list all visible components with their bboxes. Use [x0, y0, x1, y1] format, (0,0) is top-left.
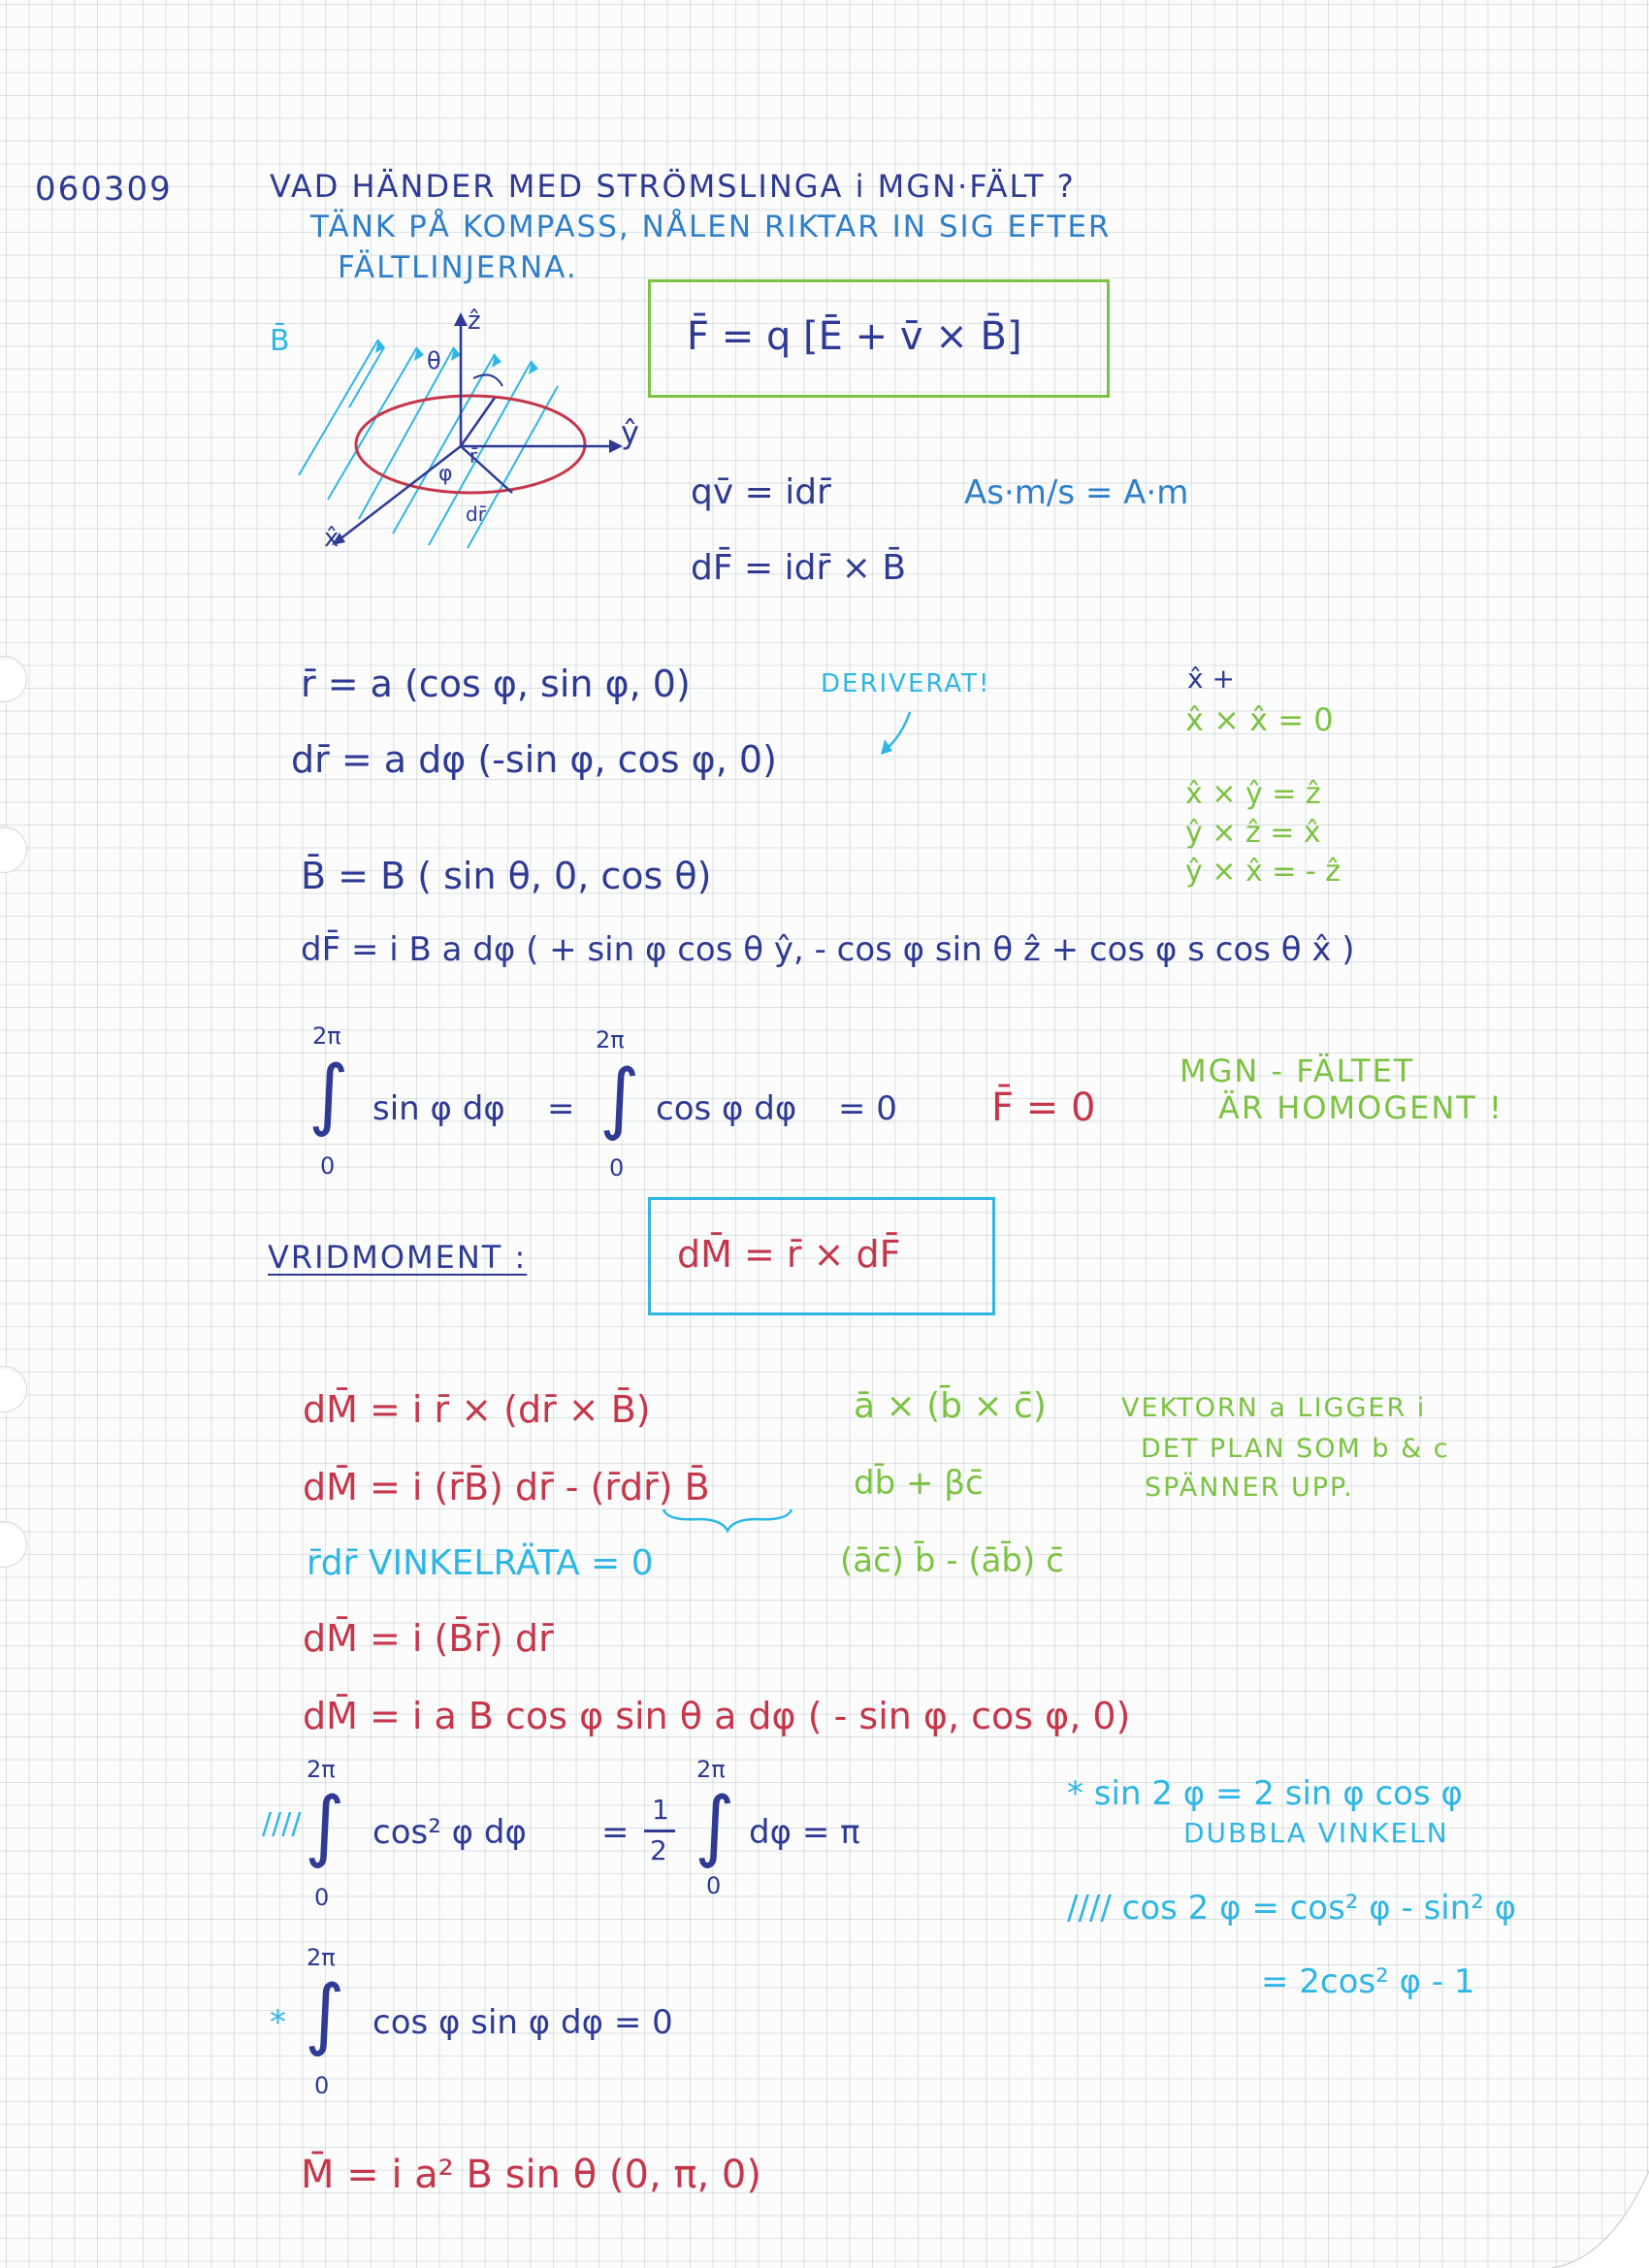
- triple-expansion-2: (āc̄) b̄ - (āb̄) c̄: [840, 1541, 1064, 1580]
- theta-label: θ: [427, 347, 441, 374]
- torque-result: M̄ = i a² B sin θ (0, π, 0): [301, 2153, 761, 2197]
- int2-integrand: cos φ dφ: [656, 1089, 797, 1128]
- eq-m2: dM̄ = i (r̄B̄) dr̄ - (r̄dr̄) B̄: [303, 1466, 710, 1508]
- integral-sign: ∫: [308, 1049, 349, 1139]
- binder-hole: [0, 656, 27, 702]
- rule-xhat-plus: x̂ +: [1187, 663, 1235, 695]
- triple-expansion-1: db̄ + βc̄: [854, 1464, 984, 1503]
- eq-dF: dF̄ = idr̄ × B̄: [691, 548, 907, 588]
- int1-integrand: sin φ dφ: [372, 1089, 505, 1128]
- eq-B: B̄ = B ( sin θ, 0, cos θ): [301, 855, 712, 897]
- dr-label: dr̄: [466, 502, 486, 526]
- integral-sign: ∫: [305, 1968, 345, 2058]
- int3-upper: 2π: [307, 1756, 336, 1783]
- int3-integrand: cos² φ dφ: [372, 1813, 527, 1852]
- int-zero: = 0: [838, 1089, 897, 1128]
- binder-hole: [0, 1521, 27, 1568]
- rule-x-cross-x: x̂ × x̂ = 0: [1185, 701, 1334, 738]
- eq-r: r̄ = a (cos φ, sin φ, 0): [301, 663, 691, 705]
- note-deriverat: DERIVERAT!: [821, 669, 991, 698]
- int4-rhs: dφ = π: [749, 1813, 860, 1852]
- deriverat-arrow: [873, 706, 931, 764]
- star-mark: *: [270, 2003, 286, 2042]
- eq-m3: r̄dr̄ VINKELRÄTA = 0: [307, 1543, 654, 1583]
- half-numerator: 1: [652, 1794, 669, 1826]
- vridmoment-heading: VRIDMOMENT :: [268, 1239, 528, 1276]
- identity-dubbla: DUBBLA VINKELN: [1183, 1817, 1449, 1849]
- int1-upper: 2π: [312, 1022, 341, 1050]
- int5-upper: 2π: [307, 1944, 336, 1971]
- int1-equals: =: [547, 1089, 575, 1128]
- triple-note-1: VEKTORN a LIGGER i: [1121, 1393, 1427, 1423]
- field-arrowheads: [375, 340, 538, 374]
- hatch-mark: ////: [262, 1807, 302, 1841]
- eq-m5: dM̄ = i a B cos φ sin θ a dφ ( - sin φ, cos φ, 0): [303, 1695, 1131, 1737]
- b-field-label: B̄: [270, 324, 290, 358]
- int2-upper: 2π: [596, 1026, 625, 1053]
- int2-lower: 0: [609, 1154, 625, 1182]
- torque-equation: dM̄ = r̄ × dF̄: [677, 1233, 901, 1276]
- eq-qv: qv̄ = idr̄: [691, 472, 831, 512]
- note-homogent-1: MGN - FÄLTET: [1180, 1053, 1415, 1089]
- phi-label: φ: [438, 462, 453, 486]
- eq-m4: dM̄ = i (B̄r̄) dr̄: [303, 1617, 554, 1660]
- date-label: 060309: [35, 170, 173, 209]
- binder-hole: [0, 826, 27, 873]
- r-label: r̄: [469, 444, 478, 468]
- page-corner-fold: [1552, 2171, 1649, 2268]
- identity-cos2: //// cos 2 φ = cos² φ - sin² φ: [1067, 1889, 1517, 1928]
- hint-line-1: TÄNK PÅ KOMPASS, NÅLEN RIKTAR IN SIG EFTER: [310, 210, 1112, 244]
- x-axis-label: x̂: [324, 524, 340, 553]
- triple-product: ā × (b̄ × c̄): [854, 1386, 1047, 1426]
- rule-y-cross-z: ŷ × ẑ = x̂: [1185, 816, 1321, 850]
- net-force-zero: F̄ = 0: [991, 1085, 1096, 1130]
- integral-sign: ∫: [599, 1053, 640, 1143]
- int3-equals: =: [601, 1813, 630, 1852]
- int4-lower: 0: [706, 1872, 722, 1899]
- triple-note-3: SPÄNNER UPP.: [1145, 1473, 1354, 1503]
- integral-sign: ∫: [695, 1780, 735, 1870]
- int3-lower: 0: [314, 1884, 330, 1911]
- eq-dr: dr̄ = a dφ (-sin φ, cos φ, 0): [291, 738, 777, 781]
- binder-hole: [0, 1366, 27, 1412]
- rule-y-cross-x: ŷ × x̂ = - ẑ: [1185, 855, 1342, 889]
- identity-sin2: * sin 2 φ = 2 sin φ cos φ: [1067, 1774, 1463, 1813]
- half-denominator: 2: [650, 1834, 667, 1866]
- units-check: As·m/s = A·m: [964, 473, 1189, 512]
- y-axis-label: ŷ: [621, 414, 639, 451]
- z-axis-label: ẑ: [468, 307, 481, 336]
- question-heading: VAD HÄNDER MED STRÖMSLINGA i MGN·FÄLT ?: [270, 168, 1076, 205]
- eq-m1: dM̄ = i r̄ × (dr̄ × B̄): [303, 1388, 651, 1431]
- eq-dF-full: dF̄ = i B a dφ ( + sin φ cos θ ŷ, - cos φ sin θ ẑ + cos φ s cos θ x̂ ): [301, 930, 1355, 969]
- int5-lower: 0: [314, 2072, 330, 2099]
- triple-note-2: DET PLAN SOM b & c: [1141, 1434, 1450, 1464]
- rule-x-cross-y: x̂ × ŷ = ẑ: [1185, 777, 1321, 811]
- int4-upper: 2π: [696, 1756, 726, 1783]
- identity-cos2b: = 2cos² φ - 1: [1261, 1962, 1475, 2001]
- note-homogent-2: ÄR HOMOGENT !: [1218, 1089, 1504, 1126]
- integral-sign: ∫: [305, 1780, 345, 1870]
- int5-integrand: cos φ sin φ dφ = 0: [372, 2003, 673, 2042]
- lorentz-force-equation: F̄ = q [Ē + v̄ × B̄]: [687, 314, 1022, 359]
- fraction-bar: [644, 1830, 675, 1832]
- brace-under-rdr: [660, 1506, 795, 1535]
- int1-lower: 0: [320, 1152, 336, 1180]
- hint-line-2: FÄLTLINJERNA.: [338, 250, 578, 285]
